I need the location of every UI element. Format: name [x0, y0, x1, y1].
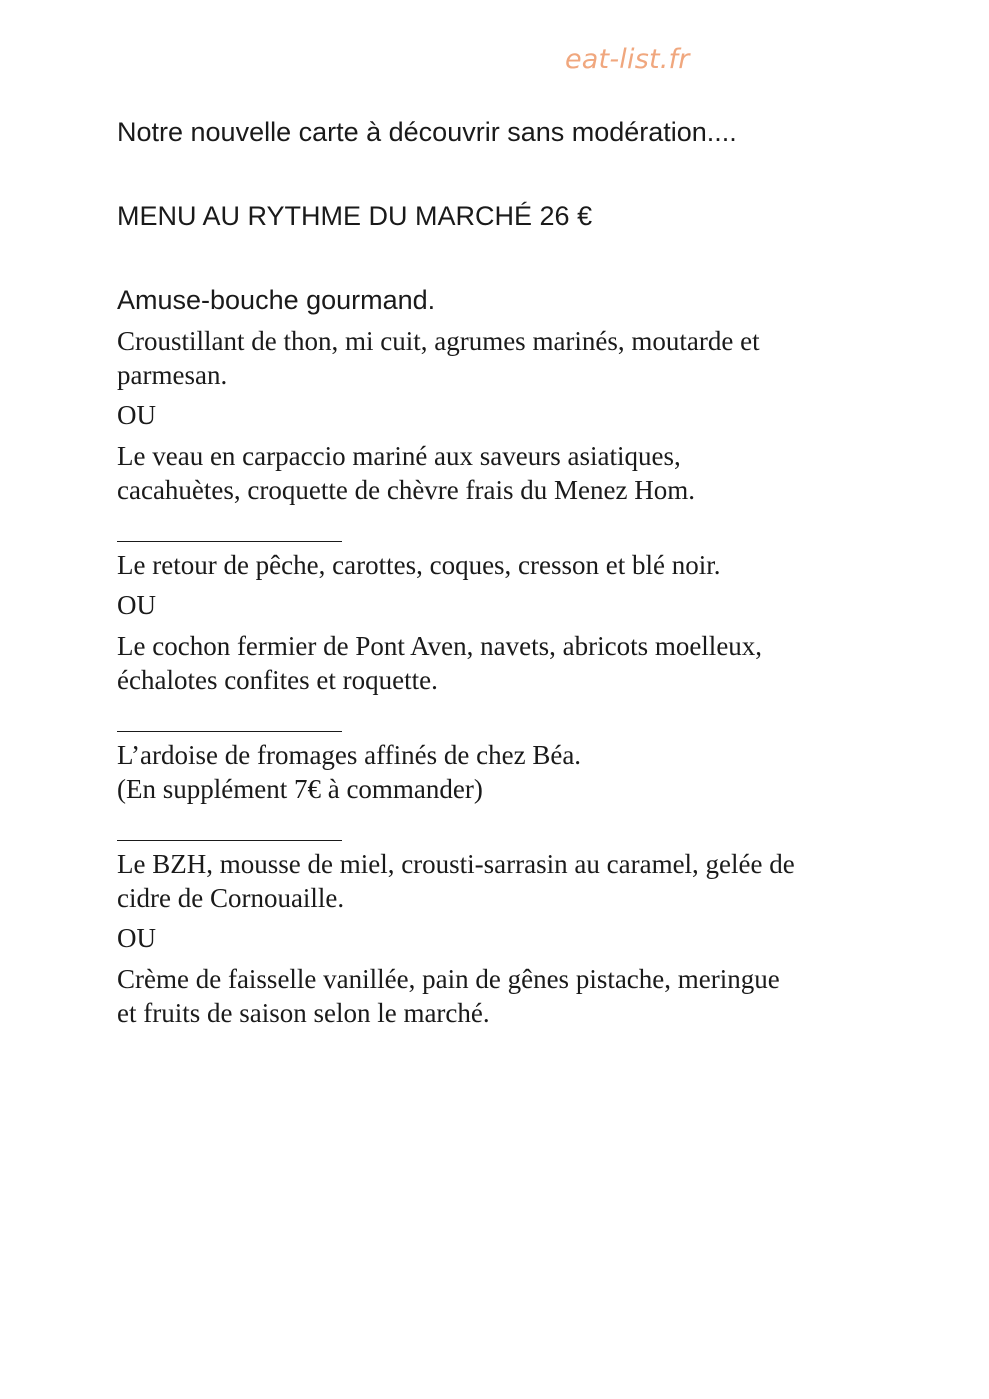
cheese-course — [117, 738, 897, 806]
amuse-bouche: Amuse-bouche gourmand. — [117, 285, 436, 315]
entree-option-2-line-2: cacahuètes, croquette de chèvre frais du Menez Hom. — [117, 475, 695, 505]
plat-option-1: Le retour de pêche, carottes, coques, cresson et blé noir. — [117, 550, 721, 580]
menu-content — [117, 112, 897, 1030]
plat-option-2-line-2: échalotes confites et roquette. — [117, 665, 438, 695]
watermark: eat-list.fr — [565, 44, 690, 75]
entree-option-1-line-1: Croustillant de thon, mi cuit, agrumes marinés, moutarde et — [117, 326, 760, 356]
entree-option-2 — [117, 439, 897, 507]
dessert-or: OU — [117, 923, 156, 953]
entree-option-1-line-2: parmesan. — [117, 360, 228, 390]
plat-option-2-line-1: Le cochon fermier de Pont Aven, navets, abricots moelleux, — [117, 631, 763, 661]
entree-option-2-line-1: Le veau en carpaccio mariné aux saveurs asiatiques, — [117, 441, 681, 471]
cheese-line-1: L’ardoise de fromages affinés de chez Béa. — [117, 740, 582, 770]
entree-option-1 — [117, 324, 897, 392]
dessert-option-1-line-2: cidre de Cornouaille. — [117, 883, 345, 913]
separator-3 — [117, 840, 342, 841]
intro-text: Notre nouvelle carte à découvrir sans modération.... — [117, 117, 737, 147]
dessert-option-2-line-1: Crème de faisselle vanillée, pain de gênes pistache, meringue — [117, 964, 780, 994]
dessert-option-1 — [117, 847, 897, 915]
menu-title: MENU AU RYTHME DU MARCHÉ 26 € — [117, 201, 593, 231]
dessert-option-2 — [117, 962, 897, 1030]
plat-or: OU — [117, 590, 156, 620]
dessert-option-1-line-1: Le BZH, mousse de miel, crousti-sarrasin au caramel, gelée de — [117, 849, 795, 879]
separator-1 — [117, 541, 342, 542]
cheese-supplement: (En supplément 7€ à commander) — [117, 774, 483, 804]
entree-or: OU — [117, 400, 156, 430]
dessert-option-2-line-2: et fruits de saison selon le marché. — [117, 998, 490, 1028]
separator-2 — [117, 731, 342, 732]
plat-option-2 — [117, 629, 897, 697]
